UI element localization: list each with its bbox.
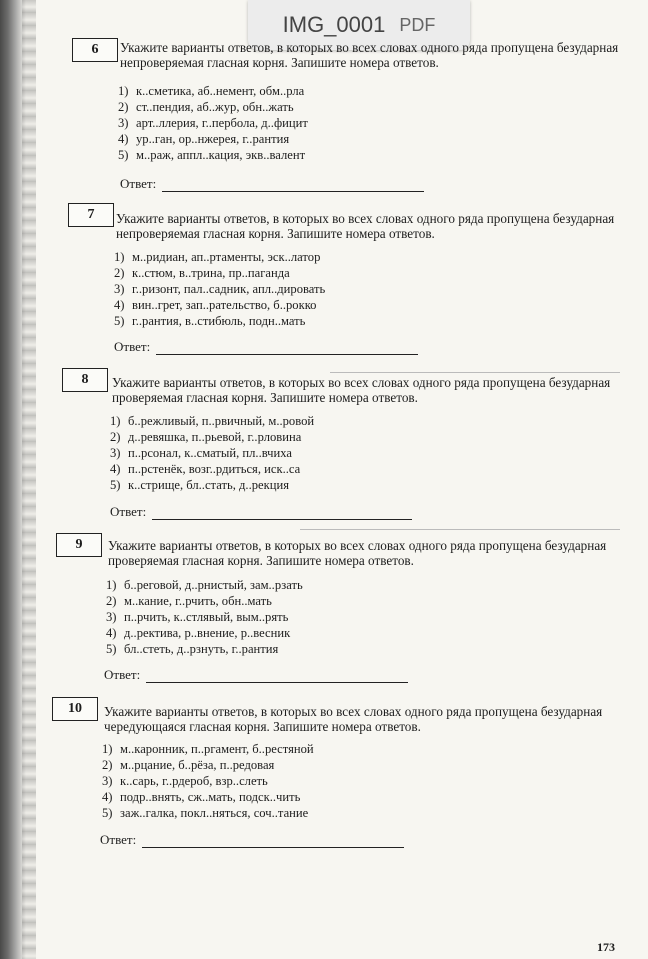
task-prompt: Укажите варианты ответов, в которых во всех словах одного ряда пропущена безударная проверяемая гласная корня. Запишите номера ответов. <box>112 375 611 405</box>
option-item: 1) б..режливый, п..рвичный, м..ровой <box>110 414 315 428</box>
answer-label: Ответ: <box>110 504 147 519</box>
task-prompt: Укажите варианты ответов, в которых во всех словах одного ряда пропущена безударная непроверяемая гласная корня. Запишите номера ответов. <box>116 211 615 241</box>
task-prompt: Укажите варианты ответов, в которых во всех словах одного ряда пропущена безударная проверяемая гласная корня. Запишите номера ответов. <box>108 538 607 568</box>
option-item: 1) б..реговой, д..рнистый, зам..рзать <box>106 578 303 592</box>
option-item: 4) вин..грет, зап..рательство, б..рокко <box>114 298 317 312</box>
answer-label: Ответ: <box>114 339 151 354</box>
file-name: IMG_0001 <box>282 12 386 37</box>
option-item: 3) п..рсонал, к..сматый, пл..вчиха <box>110 446 292 460</box>
option-item: 5) бл..стеть, д..рзнуть, г..рантия <box>106 642 279 656</box>
answer-row <box>104 667 408 683</box>
option-item: 3) п..рчить, к..стлявый, вым..рять <box>106 610 289 624</box>
option-item: 4) подр..внять, сж..мать, подск..чить <box>102 790 301 804</box>
answer-options <box>102 741 314 821</box>
scan-artifact-line <box>330 372 620 373</box>
option-item: 4) п..рстенёк, возг..рдиться, иск..са <box>110 462 301 476</box>
task-number: 8 <box>62 368 108 392</box>
option-item: 1) м..каронник, п..ргамент, б..рестяной <box>102 742 314 756</box>
task-number: 9 <box>56 533 102 557</box>
answer-field[interactable] <box>142 835 404 848</box>
scan-artifact-line <box>300 529 620 530</box>
file-type: PDF <box>399 14 436 35</box>
option-item: 2) м..кание, г..рчить, обн..мать <box>106 594 272 608</box>
page-number: 173 <box>597 940 615 954</box>
answer-row <box>110 504 412 520</box>
option-item: 4) ур..ган, ор..нжерея, г..рантия <box>118 132 290 146</box>
answer-field[interactable] <box>152 507 412 520</box>
option-item: 2) д..ревяшка, п..рьевой, г..рловина <box>110 430 302 444</box>
option-item: 2) м..рцание, б..рёза, п..редовая <box>102 758 275 772</box>
answer-options <box>114 249 325 329</box>
scan-edge-noise <box>22 0 36 959</box>
option-item: 5) г..рантия, в..стибюль, подн..мать <box>114 314 306 328</box>
task-number: 10 <box>52 697 98 721</box>
answer-label: Ответ: <box>104 667 141 682</box>
task-number: 6 <box>72 38 118 62</box>
option-item: 5) к..стрище, бл..стать, д..рекция <box>110 478 289 492</box>
answer-options <box>118 83 308 163</box>
task-prompt: Укажите варианты ответов, в которых во всех словах одного ряда пропущена безударная непроверяемая гласная корня. Запишите номера ответов. <box>120 40 619 70</box>
option-item: 3) к..сарь, г..рдероб, взр..слеть <box>102 774 268 788</box>
answer-row <box>100 832 404 848</box>
answer-options <box>106 577 303 657</box>
answer-row <box>120 176 424 192</box>
option-item: 5) м..раж, аппл..кация, экв..валент <box>118 148 306 162</box>
task-prompt: Укажите варианты ответов, в которых во всех словах одного ряда пропущена безударная чередующаяся гласная корня. Запишите номера ответов. <box>104 704 603 734</box>
answer-row <box>114 339 418 355</box>
option-item: 3) г..ризонт, пал..садник, апл..дировать <box>114 282 326 296</box>
option-item: 3) арт..ллерия, г..пербола, д..фицит <box>118 116 308 130</box>
answer-field[interactable] <box>156 342 418 355</box>
option-item: 1) м..ридиан, ап..ртаменты, эск..латор <box>114 250 321 264</box>
answer-label: Ответ: <box>120 176 157 191</box>
task-number: 7 <box>68 203 114 227</box>
option-item: 2) ст..пендия, аб..жур, обн..жать <box>118 100 294 114</box>
option-item: 2) к..стюм, в..трина, пр..паганда <box>114 266 290 280</box>
option-item: 1) к..сметика, аб..немент, обм..рла <box>118 84 305 98</box>
answer-field[interactable] <box>146 670 408 683</box>
option-item: 4) д..ректива, р..внение, р..весник <box>106 626 291 640</box>
answer-field[interactable] <box>162 179 424 192</box>
answer-label: Ответ: <box>100 832 137 847</box>
answer-options <box>110 413 314 493</box>
option-item: 5) заж..галка, покл..няться, соч..тание <box>102 806 309 820</box>
